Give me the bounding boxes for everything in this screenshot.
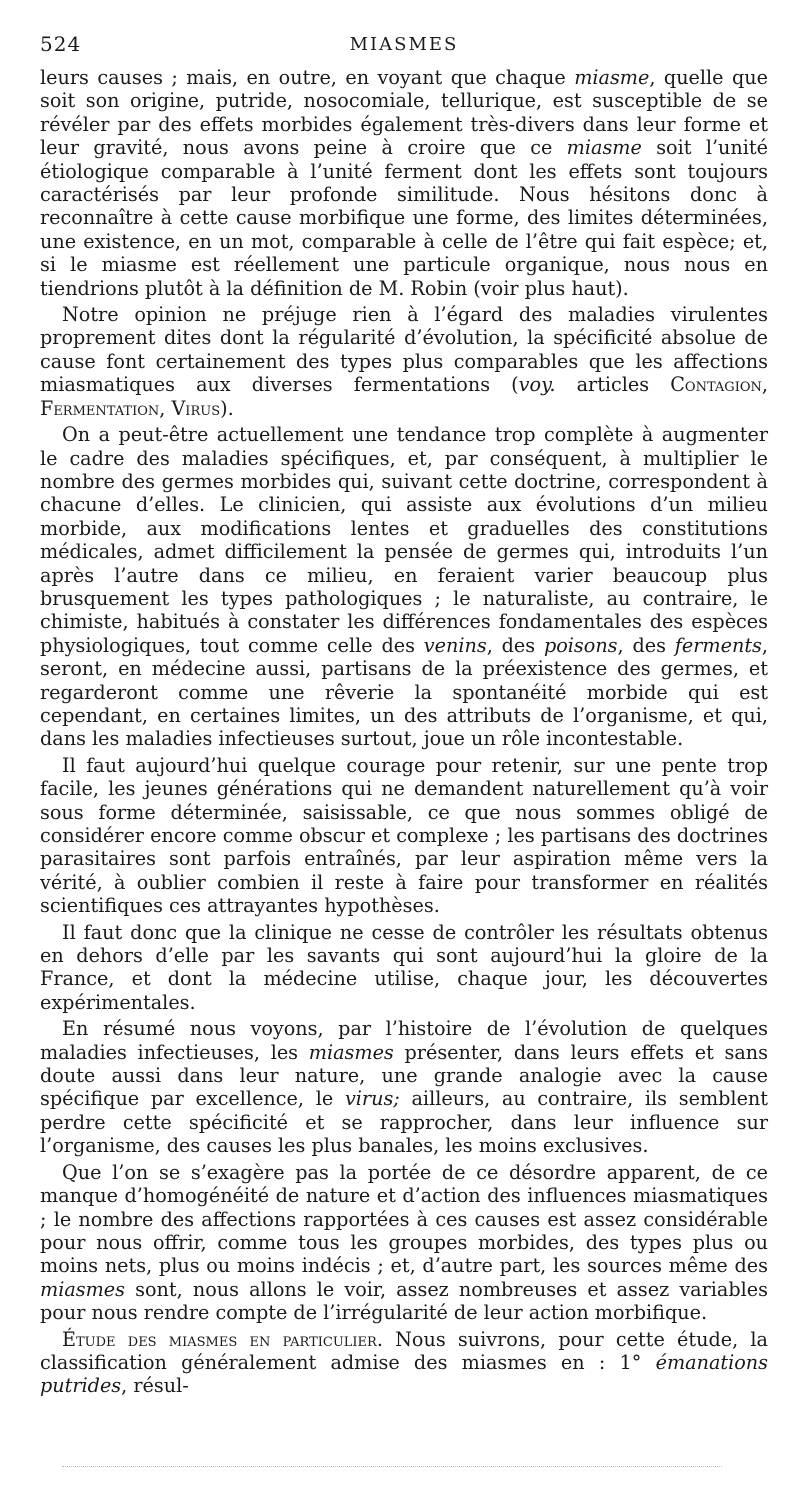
smallcaps-term: Fermentation	[40, 396, 160, 420]
text-run: En résumé nous voyons, par l’histoire de l’évolution de quelques maladies infectieuses, les	[40, 1017, 768, 1064]
text-run: ,	[159, 396, 172, 420]
text-run: articles	[555, 373, 671, 397]
paragraph	[40, 1161, 768, 1325]
italic-term: ferments	[674, 633, 762, 657]
text-run: Que l’on se s’exagère pas la portée de ce désordre apparent, de ce manque d’homogénéité de nature et d’action des influences miasmatiques ; le nombre des affections rapportées à ces causes est assez considérable pour nous offrir, comme tous les groupes morbides, des types plus ou moins nets, plus ou moins indécis ; et, d’autre part, les sources même des	[40, 1160, 768, 1278]
italic-term: voy.	[518, 373, 556, 397]
paragraph	[40, 423, 768, 751]
running-title: MIASMES	[349, 34, 459, 55]
text-run: , des	[486, 633, 544, 657]
smallcaps-term: Étude des miasmes en particulier.	[62, 1327, 383, 1351]
text-run: soit l’unité étiologique comparable à l’unité ferment dont les effets sont toujours caractérisés par leur profonde similitude. Nous hésitons donc à reconnaître à cette cause morbifique une forme, des limites déterminées, une existence, en un mot, comparable à celle de l’être qui fait espèce; et, si le miasme est réellement une particule organique, nous nous en tiendrions plutôt à la définition de M. Robin (voir plus haut).	[40, 136, 768, 300]
text-run: Il faut aujourd’hui quelque courage pour retenir, sur une pente trop facile, les jeunes générations qui ne demandent naturellement qu’à voir sous forme déterminée, saisissable, ce que nous sommes obligé de considérer encore comme obscur et complexe ; les partisans des doctrines parasitaires sont parfois entraînés, par leur aspiration même vers la vérité, à oublier combien il reste à faire pour transformer en réalités scientifiques ces attrayantes hypothèses.	[40, 753, 768, 918]
paragraph	[40, 754, 768, 918]
italic-term: venins	[423, 633, 487, 657]
text-run: , quelle que soit son origine, putride, nosocomiale, tellurique, est susceptible de se révéler par des effets morbides également très-divers dans leur forme et leur gravité, nous avons peine à croire que ce	[40, 66, 768, 160]
smallcaps-term: Contagion	[670, 373, 762, 397]
text-run: présenter, dans leurs effets et sans doute aussi dans leur nature, une grande analogie avec la cause spécifique par excellence, le	[40, 1040, 768, 1111]
italic-term: poisons	[543, 633, 618, 657]
italic-term: miasmes	[308, 1040, 394, 1064]
smallcaps-term: Virus	[171, 396, 221, 420]
italic-term: virus;	[344, 1087, 400, 1111]
paragraph	[40, 921, 768, 1015]
text-run: On a peut-être actuellement une tendance trop complète à augmenter le cadre des maladies spécifiques, et, par conséquent, à multiplier le nombre des germes morbides qui, suivant cette doctrine, correspondent à chacune d’elles. Le clinicien, qui assiste aux évolutions d’un milieu morbide, aux modifications lentes et graduelles des constitutions médicales, admet difficilement la pensée de germes qui, introduits l’un après l’autre dans ce milieu, en feraient varier beaucoup plus brusquement les types pathologiques ; le naturaliste, au contraire, le chimiste, habitués à constater les différences fondamentales des espèces physiologiques, tout comme celle des	[40, 423, 768, 657]
text-run: Il faut donc que la clinique ne cesse de contrôler les résultats obtenus en dehors d’elle par les savants qui sont aujourd’hui la gloire de la France, et dont la médecine utilise, chaque jour, les découvertes expérimentales.	[40, 920, 768, 1014]
paragraph	[40, 303, 768, 420]
document-page	[40, 28, 768, 1398]
italic-term: émanations putrides	[40, 1350, 768, 1398]
text-run: ).	[220, 396, 234, 420]
text-run: Notre opinion ne préjuge rien à l’égard des maladies virulentes proprement dites dont la régularité d’évolution, la spécificité absolue de cause font certainement des types plus comparables que les affections miasmatiques aux diverses fermentations (	[40, 303, 768, 397]
text-run: , des	[617, 633, 675, 657]
body-text	[40, 66, 768, 1398]
text-run: ailleurs, au contraire, ils semblent perdre cette spécificité et se rapprocher, dans leur influence sur l’organisme, des causes les plus banales, les moins exclusives.	[40, 1087, 768, 1158]
paragraph	[40, 1017, 768, 1157]
italic-term: miasme	[574, 66, 650, 89]
italic-term: miasme	[566, 136, 642, 160]
text-run: , résul-	[121, 1374, 189, 1398]
text-run: , seront, en médecine aussi, partisans de la préexistence des germes, et regarderont comme une rêverie la spontanéité morbide qui est cependant, en certaines limites, un des attributs de l’organisme, et qui, dans les maladies infectieuses surtout, joue un rôle incontestable.	[40, 633, 768, 751]
page-number: 524	[40, 32, 82, 56]
footer-rule	[62, 1466, 722, 1467]
text-run: ,	[761, 373, 768, 397]
paragraph	[40, 66, 768, 300]
text-run: Nous suivrons, pour cette étude, la classification généralement admise des miasmes en : 1°	[40, 1327, 768, 1374]
paragraph	[40, 1328, 768, 1398]
page-header	[40, 28, 768, 66]
text-run: sont, nous allons le voir, assez nombreuses et assez variables pour nous rendre compte de l’irrégularité de leur action morbifique.	[40, 1277, 768, 1325]
text-run: leurs causes ; mais, en outre, en voyant que chaque	[40, 66, 575, 89]
italic-term: miasmes	[40, 1277, 126, 1301]
